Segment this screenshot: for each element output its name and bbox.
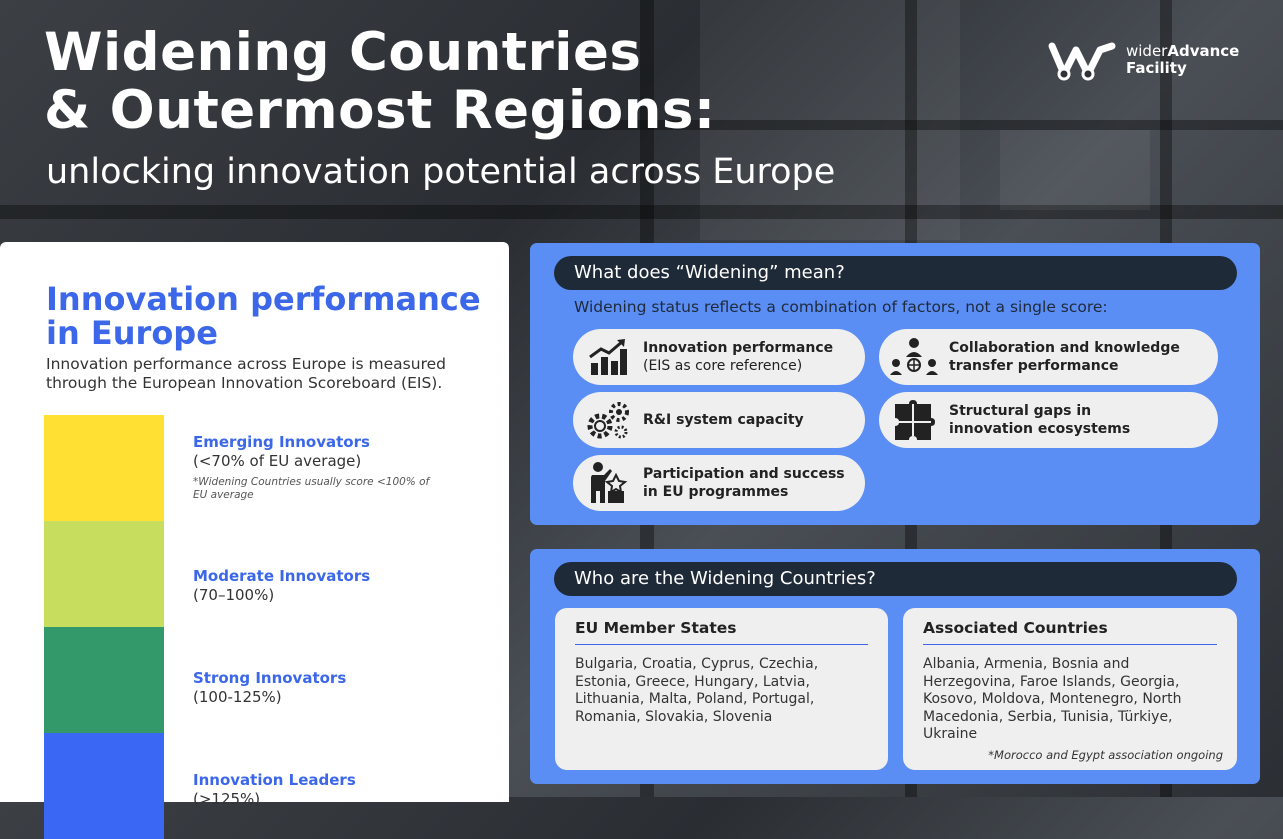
logo-text-line2: Facility xyxy=(1126,59,1187,77)
tier-name: Emerging Innovators xyxy=(193,433,370,451)
logo-text-light: wider xyxy=(1126,42,1168,60)
bar-chart-icon xyxy=(587,337,629,377)
factor-title: Structural gaps in innovation ecosystems xyxy=(949,403,1131,437)
innovation-description: Innovation performance across Europe is measured through the European Innovation Scoreboard (EIS). xyxy=(46,355,446,392)
factor-title: Collaboration and knowledge transfer performance xyxy=(949,340,1180,374)
performance-scale xyxy=(44,415,164,839)
card-title: EU Member States xyxy=(575,619,737,637)
factor-sub: (EIS as core reference) xyxy=(643,358,803,374)
puzzle-icon xyxy=(891,398,937,442)
associated-countries-card xyxy=(903,608,1237,770)
countries-heading: Who are the Widening Countries? xyxy=(554,562,1237,596)
tier-range: (100-125%) xyxy=(193,688,282,706)
tier-name: Strong Innovators xyxy=(193,669,347,687)
tier-range: (<70% of EU average) xyxy=(193,452,362,470)
card-divider xyxy=(575,644,868,645)
scale-emerging xyxy=(44,415,164,521)
eu-member-states-card xyxy=(555,608,888,770)
presenter-award-icon xyxy=(588,461,628,505)
page-title xyxy=(44,24,716,140)
title-line-1: Widening Countries xyxy=(44,22,642,83)
title-line-2: & Outermost Regions: xyxy=(44,80,716,141)
page-subtitle: unlocking innovation potential across Europe xyxy=(46,152,836,192)
factor-innovation-performance xyxy=(573,329,865,385)
logo-text-bold: Advance xyxy=(1167,42,1240,60)
tier-range: (70–100%) xyxy=(193,586,275,604)
factor-collaboration xyxy=(879,329,1218,385)
scale-strong xyxy=(44,627,164,733)
card-title: Associated Countries xyxy=(923,619,1108,637)
tier-range: (>125%) xyxy=(193,790,261,808)
scale-leaders xyxy=(44,733,164,839)
tier-strong xyxy=(193,669,483,707)
tier-note: *Widening Countries usually score <100% of EU average xyxy=(193,476,430,501)
tier-moderate xyxy=(193,567,483,605)
innovation-panel xyxy=(0,242,509,808)
factor-eu-participation xyxy=(573,455,865,511)
widening-intro: Widening status reflects a combination of factors, not a single score: xyxy=(574,298,1108,316)
scale-moderate xyxy=(44,521,164,627)
wideradvance-logo-icon xyxy=(1046,36,1118,84)
tier-name: Moderate Innovators xyxy=(193,567,371,585)
gears-icon xyxy=(585,399,631,441)
card-country-list: Bulgaria, Croatia, Cyprus, Czechia, Estonia, Greece, Hungary, Latvia, Lithuania, Malta, Poland, Portugal, Romania, Slovakia, Slovenia xyxy=(575,656,819,725)
tier-name: Innovation Leaders xyxy=(193,771,356,789)
tier-leaders xyxy=(193,771,483,809)
wideradvance-logo xyxy=(1046,36,1239,84)
card-country-list: Albania, Armenia, Bosnia and Herzegovina, Faroe Islands, Georgia, Kosovo, Moldova, Montenegro, North Macedonia, Serbia, Tunisia, Türkiye, Ukraine xyxy=(923,656,1182,742)
factor-title: R&I system capacity xyxy=(643,412,804,428)
tier-emerging xyxy=(193,433,483,502)
factor-structural-gaps xyxy=(879,392,1218,448)
widening-heading: What does “Widening” mean? xyxy=(554,256,1237,290)
innovation-heading: Innovation performance in Europe xyxy=(46,280,481,352)
factor-ri-capacity xyxy=(573,392,865,448)
logo-text xyxy=(1126,43,1239,77)
network-people-icon xyxy=(888,337,940,377)
factor-title: Innovation performance xyxy=(643,340,834,356)
card-note: *Morocco and Egypt association ongoing xyxy=(988,748,1223,762)
factor-title: Participation and success in EU programmes xyxy=(643,466,845,500)
card-divider xyxy=(923,644,1217,645)
